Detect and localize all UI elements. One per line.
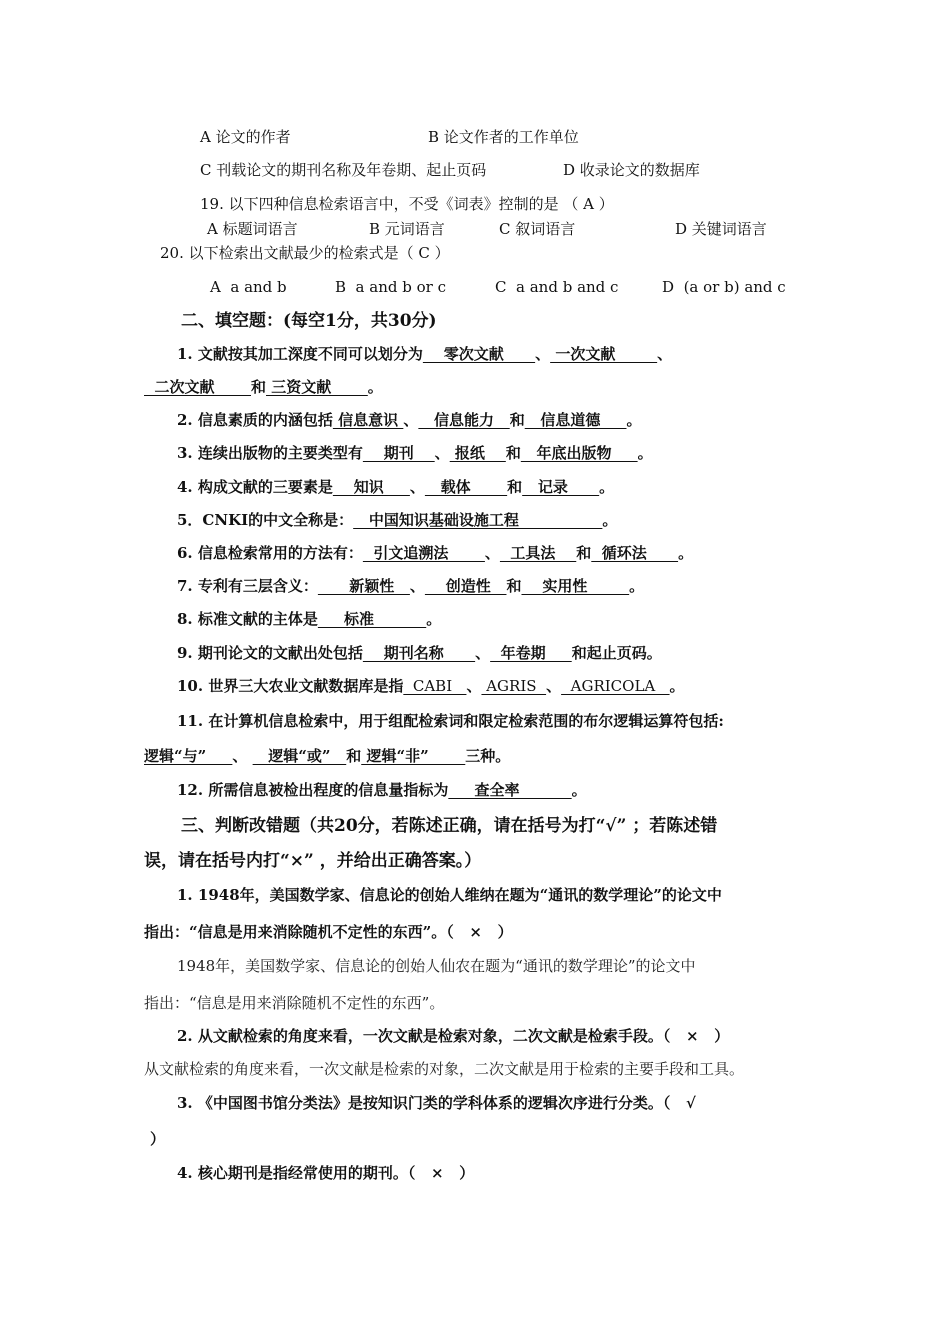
fill-q6-sep-1: 、 <box>484 544 500 562</box>
fill-q10-prompt: 10. 世界三大农业文献数据库是指 <box>177 677 404 695</box>
fill-q3-sep-2: 和 <box>505 444 521 462</box>
fill-q10-end: 。 <box>669 677 685 695</box>
judge-q1-correction-line1: 1948年，美国数学家、信息论的创始人仙农在题为“通讯的数学理论”的论文中 <box>177 957 696 975</box>
q19-option-b: B 元词语言 <box>369 220 445 238</box>
fill-q2-sep-1: 、 <box>403 411 419 429</box>
fill-q1-prompt: 1. 文献按其加工深度不同可以划分为 <box>177 345 423 363</box>
section2-heading: 二、填空题：(每空1分，共30分) <box>181 311 437 331</box>
fill-q3-prompt: 3. 连续出版物的主要类型有 <box>177 444 363 462</box>
fill-q8-answer-1: 标准 <box>317 610 427 628</box>
fill-q4-answer-1: 知识 <box>332 478 410 496</box>
fill-q8-prompt: 8. 标准文献的主体是 <box>177 610 318 628</box>
fill-q11-answer-3: 逻辑“非” <box>361 747 466 765</box>
fill-q10 <box>177 676 685 696</box>
fill-q7 <box>177 576 644 596</box>
fill-q1-end: 。 <box>367 378 383 396</box>
fill-q9-answer-2: 年卷期 <box>490 644 572 662</box>
fill-q11-sep-1: 、 <box>232 747 248 765</box>
judge-q3-line2: ） <box>150 1130 166 1148</box>
fill-q4-answer-3: 记录 <box>522 478 600 496</box>
q20-option-b: B a and b or c <box>335 278 446 296</box>
fill-q12 <box>177 780 587 800</box>
fill-q10-sep-2: 、 <box>546 677 562 695</box>
fill-q8 <box>177 609 441 629</box>
q20-option-d: D (a or b) and c <box>662 278 786 296</box>
fill-q4-sep-1: 、 <box>409 478 425 496</box>
fill-q11-answer-1: 逻辑“与” <box>144 747 233 765</box>
fill-q1-answer-3: 二次文献 <box>144 378 251 396</box>
judge-q2-line: 2. 从文献检索的角度来看，一次文献是检索对象，二次文献是检索手段。（ × ） <box>177 1027 730 1045</box>
fill-q1-answer-1: 零次文献 <box>422 345 536 363</box>
fill-q12-end: 。 <box>571 781 587 799</box>
fill-q2-end: 。 <box>626 411 642 429</box>
fill-q3-answer-1: 期刊 <box>362 444 435 462</box>
fill-q1-answer-2: 一次文献 <box>550 345 658 363</box>
fill-q11-sep-2: 和 <box>346 747 362 765</box>
q20-stem: 20. 以下检索出文献最少的检索式是（ C ） <box>160 244 450 262</box>
section3-heading-line1: 三、判断改错题（共20分，若陈述正确，请在括号为打“√” ；若陈述错 <box>181 816 718 836</box>
fill-q1-answer-4: 三资文献 <box>266 378 368 396</box>
fill-q3 <box>177 443 653 463</box>
fill-q10-answer-2: AGRIS <box>481 677 547 695</box>
fill-q6-answer-3: 循环法 <box>591 544 679 562</box>
fill-q2 <box>177 410 642 430</box>
fill-q1-line2 <box>144 377 383 397</box>
fill-q7-answer-3: 实用性 <box>521 577 630 595</box>
fill-q10-answer-1: CABI <box>403 677 467 695</box>
fill-q1-line1 <box>177 344 672 364</box>
fill-q7-sep-1: 、 <box>409 577 425 595</box>
fill-q8-end: 。 <box>426 610 442 628</box>
fill-q2-answer-2: 信息能力 <box>418 411 510 429</box>
fill-q6-answer-2: 工具法 <box>499 544 577 562</box>
fill-q9-prompt: 9. 期刊论文的文献出处包括 <box>177 644 363 662</box>
fill-q4-sep-2: 和 <box>507 478 523 496</box>
q18-option-c: C 刊载论文的期刊名称及年卷期、起止页码 <box>200 161 487 179</box>
fill-q5-answer-1: 中国知识基础设施工程 <box>353 511 603 529</box>
section3-heading-line2: 误，请在括号内打“×” ，并给出正确答案。） <box>144 851 482 871</box>
judge-q4-line: 4. 核心期刊是指经常使用的期刊。（ × ） <box>177 1164 475 1182</box>
fill-q7-answer-2: 创造性 <box>424 577 507 595</box>
fill-q3-answer-3: 年底出版物 <box>520 444 638 462</box>
fill-q6-end: 。 <box>678 544 694 562</box>
judge-q1-correction-line2: 指出：“信息是用来消除随机不定性的东西”。 <box>144 994 445 1012</box>
q20-option-a: A a and b <box>210 278 287 296</box>
judge-q1-line2: 指出：“信息是用来消除随机不定性的东西”。（ × ） <box>144 923 513 941</box>
judge-q3-line1: 3. 《中国图书馆分类法》是按知识门类的学科体系的逻辑次序进行分类。（ √ <box>177 1094 696 1112</box>
fill-q6-prompt: 6. 信息检索常用的方法有： <box>177 544 363 562</box>
fill-q2-answer-3: 信息道德 <box>524 411 627 429</box>
fill-q11-line1: 11. 在计算机信息检索中，用于组配检索词和限定检索范围的布尔逻辑运算符包括: <box>177 712 724 730</box>
q18-option-d: D 收录论文的数据库 <box>563 161 700 179</box>
q18-option-b: B 论文作者的工作单位 <box>428 128 579 146</box>
fill-q9-answer-1: 期刊名称 <box>362 644 476 662</box>
fill-q1-sep-1: 、 <box>535 345 551 363</box>
fill-q7-sep-2: 和 <box>506 577 522 595</box>
judge-q2-correction: 从文献检索的角度来看，一次文献是检索的对象，二次文献是用于检索的主要手段和工具。 <box>144 1060 745 1078</box>
fill-q11-end: 三种。 <box>465 747 511 765</box>
fill-q11-line2 <box>144 746 510 766</box>
fill-q9-sep-1: 、 <box>475 644 491 662</box>
fill-q4-prompt: 4. 构成文献的三要素是 <box>177 478 333 496</box>
fill-q4 <box>177 477 614 497</box>
fill-q7-prompt: 7. 专利有三层含义： <box>177 577 318 595</box>
fill-q5-end: 。 <box>602 511 618 529</box>
fill-q12-answer-1: 查全率 <box>448 781 572 799</box>
q18-option-a: A 论文的作者 <box>200 128 291 146</box>
fill-q2-answer-1: 信息意识 <box>332 411 404 429</box>
fill-q12-prompt: 12. 所需信息被检出程度的信息量指标为 <box>177 781 449 799</box>
fill-q5-prompt: 5．CNKI的中文全称是： <box>177 511 354 529</box>
fill-q3-answer-2: 报纸 <box>449 444 506 462</box>
fill-q10-answer-3: AGRICOLA <box>561 677 670 695</box>
fill-q2-sep-2: 和 <box>509 411 525 429</box>
fill-q6 <box>177 543 693 563</box>
fill-q6-answer-1: 引文追溯法 <box>362 544 485 562</box>
q19-option-c: C 叙词语言 <box>499 220 576 238</box>
fill-q9 <box>177 643 662 663</box>
fill-q7-end: 。 <box>629 577 645 595</box>
fill-q4-answer-2: 载体 <box>424 478 508 496</box>
fill-q3-sep-1: 、 <box>434 444 450 462</box>
fill-q1-sep-2: 、 <box>657 345 673 363</box>
fill-q1-sep-3: 和 <box>251 378 267 396</box>
q20-option-c: C a and b and c <box>495 278 619 296</box>
fill-q9-end: 和起止页码。 <box>571 644 662 662</box>
q19-option-a: A 标题词语言 <box>207 220 298 238</box>
q19-option-d: D 关键词语言 <box>675 220 767 238</box>
fill-q5 <box>177 510 617 530</box>
fill-q7-answer-1: 新颖性 <box>317 577 410 595</box>
judge-q1-line1: 1. 1948年，美国数学家、信息论的创始人维纳在题为“通讯的数学理论”的论文中 <box>177 886 722 904</box>
fill-q6-sep-2: 和 <box>576 544 592 562</box>
fill-q4-end: 。 <box>599 478 615 496</box>
fill-q3-end: 。 <box>637 444 653 462</box>
q19-stem: 19. 以下四种信息检索语言中，不受《词表》控制的是 （ A ） <box>200 195 614 213</box>
fill-q2-prompt: 2. 信息素质的内涵包括 <box>177 411 333 429</box>
fill-q11-answer-2: 逻辑“或” <box>252 747 347 765</box>
fill-q10-sep-1: 、 <box>466 677 482 695</box>
